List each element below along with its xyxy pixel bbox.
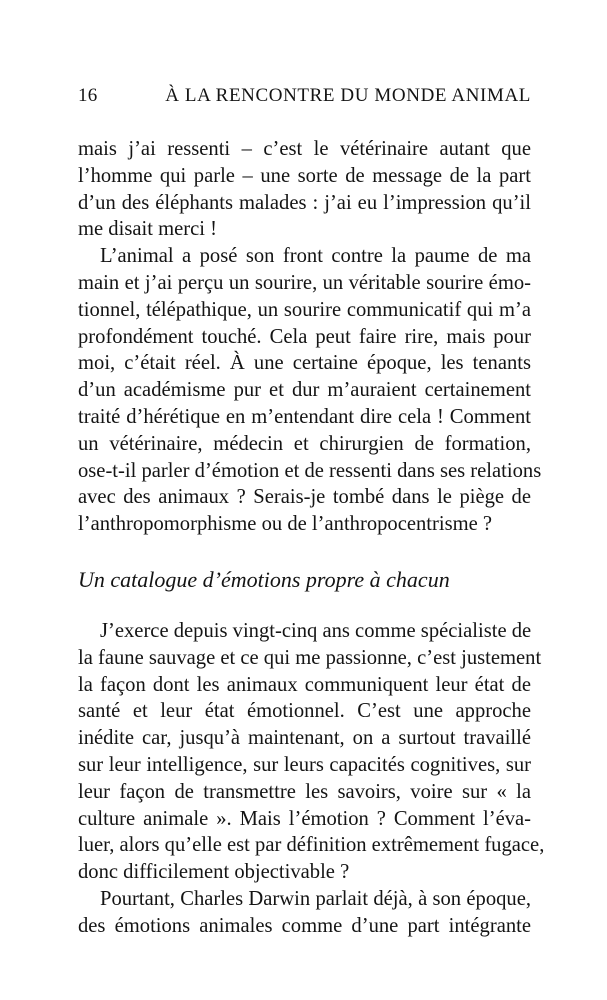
text-line: mais j’ai ressenti – c’est le vétérinaire autant que [78, 138, 531, 160]
text-line: Pourtant, Charles Darwin parlait déjà, à son époque, [100, 887, 531, 910]
text-line: main et j’ai perçu un sourire, un véritable sourire émo- [78, 271, 531, 294]
text-line: inédite car, jusqu’à maintenant, on a surtout travaillé [78, 727, 531, 750]
paragraph [78, 136, 531, 243]
section-heading: Un catalogue d’émotions propre à chacun [78, 567, 450, 592]
page-number: 16 [78, 85, 98, 106]
text-line: luer, alors qu’elle est par définition extrêmement fugace, [78, 834, 545, 857]
text-line: traité d’hérétique en m’entendant dire cela ! Comment [78, 405, 531, 428]
text-line: avec des animaux ? Serais-je tombé dans le piège de [78, 486, 531, 509]
text-line: profondément touché. Cela peut faire rire, mais pour [78, 325, 531, 348]
running-title: À LA RENCONTRE DU MONDE ANIMAL [165, 85, 531, 106]
text-line: la faune sauvage et ce qui me passionne, c’est justement [78, 646, 542, 669]
text-line: leur façon de transmettre les savoirs, voire sur « la [78, 780, 531, 803]
text-line: d’un académisme pur et dur m’auraient certainement [78, 379, 531, 402]
paragraph [78, 886, 531, 940]
text-line: J’exerce depuis vingt-cinq ans comme spécialiste de [100, 620, 532, 642]
text-line: d’un des éléphants malades : j’ai eu l’impression qu’il [78, 191, 531, 214]
text-line: des émotions animales comme d’une part intégrante [78, 914, 531, 937]
text-line: l’homme qui parle – une sorte de message de la part [78, 164, 531, 187]
text-line: culture animale ». Mais l’émotion ? Comment l’éva- [78, 807, 531, 830]
text-line: tionnel, télépathique, un sourire communicatif qui m’a [78, 298, 531, 321]
text-line: sur leur intelligence, sur leurs capacités cognitives, sur [78, 753, 531, 776]
text-line: la façon dont les animaux communiquent leur état de [78, 673, 531, 696]
text-line: me disait merci ! [78, 218, 217, 241]
text-line: moi, c’était réel. À une certaine époque, les tenants [78, 352, 531, 375]
text-line: l’anthropomorphisme ou de l’anthropocentrisme ? [78, 513, 493, 536]
text-line: L’animal a posé son front contre la paume de ma [100, 245, 531, 268]
body-text-top [78, 136, 542, 538]
text-line: santé et leur état émotionnel. C’est une approche [78, 700, 531, 723]
text-line: donc difficilement objectivable ? [78, 861, 350, 884]
body-text-bottom [78, 618, 545, 940]
text-line: ose-t-il parler d’émotion et de ressenti dans ses relations [78, 459, 542, 482]
text-line: un vétérinaire, médecin et chirurgien de formation, [78, 432, 531, 455]
paragraph [78, 618, 545, 886]
paragraph [78, 243, 542, 538]
book-page [78, 0, 545, 1000]
